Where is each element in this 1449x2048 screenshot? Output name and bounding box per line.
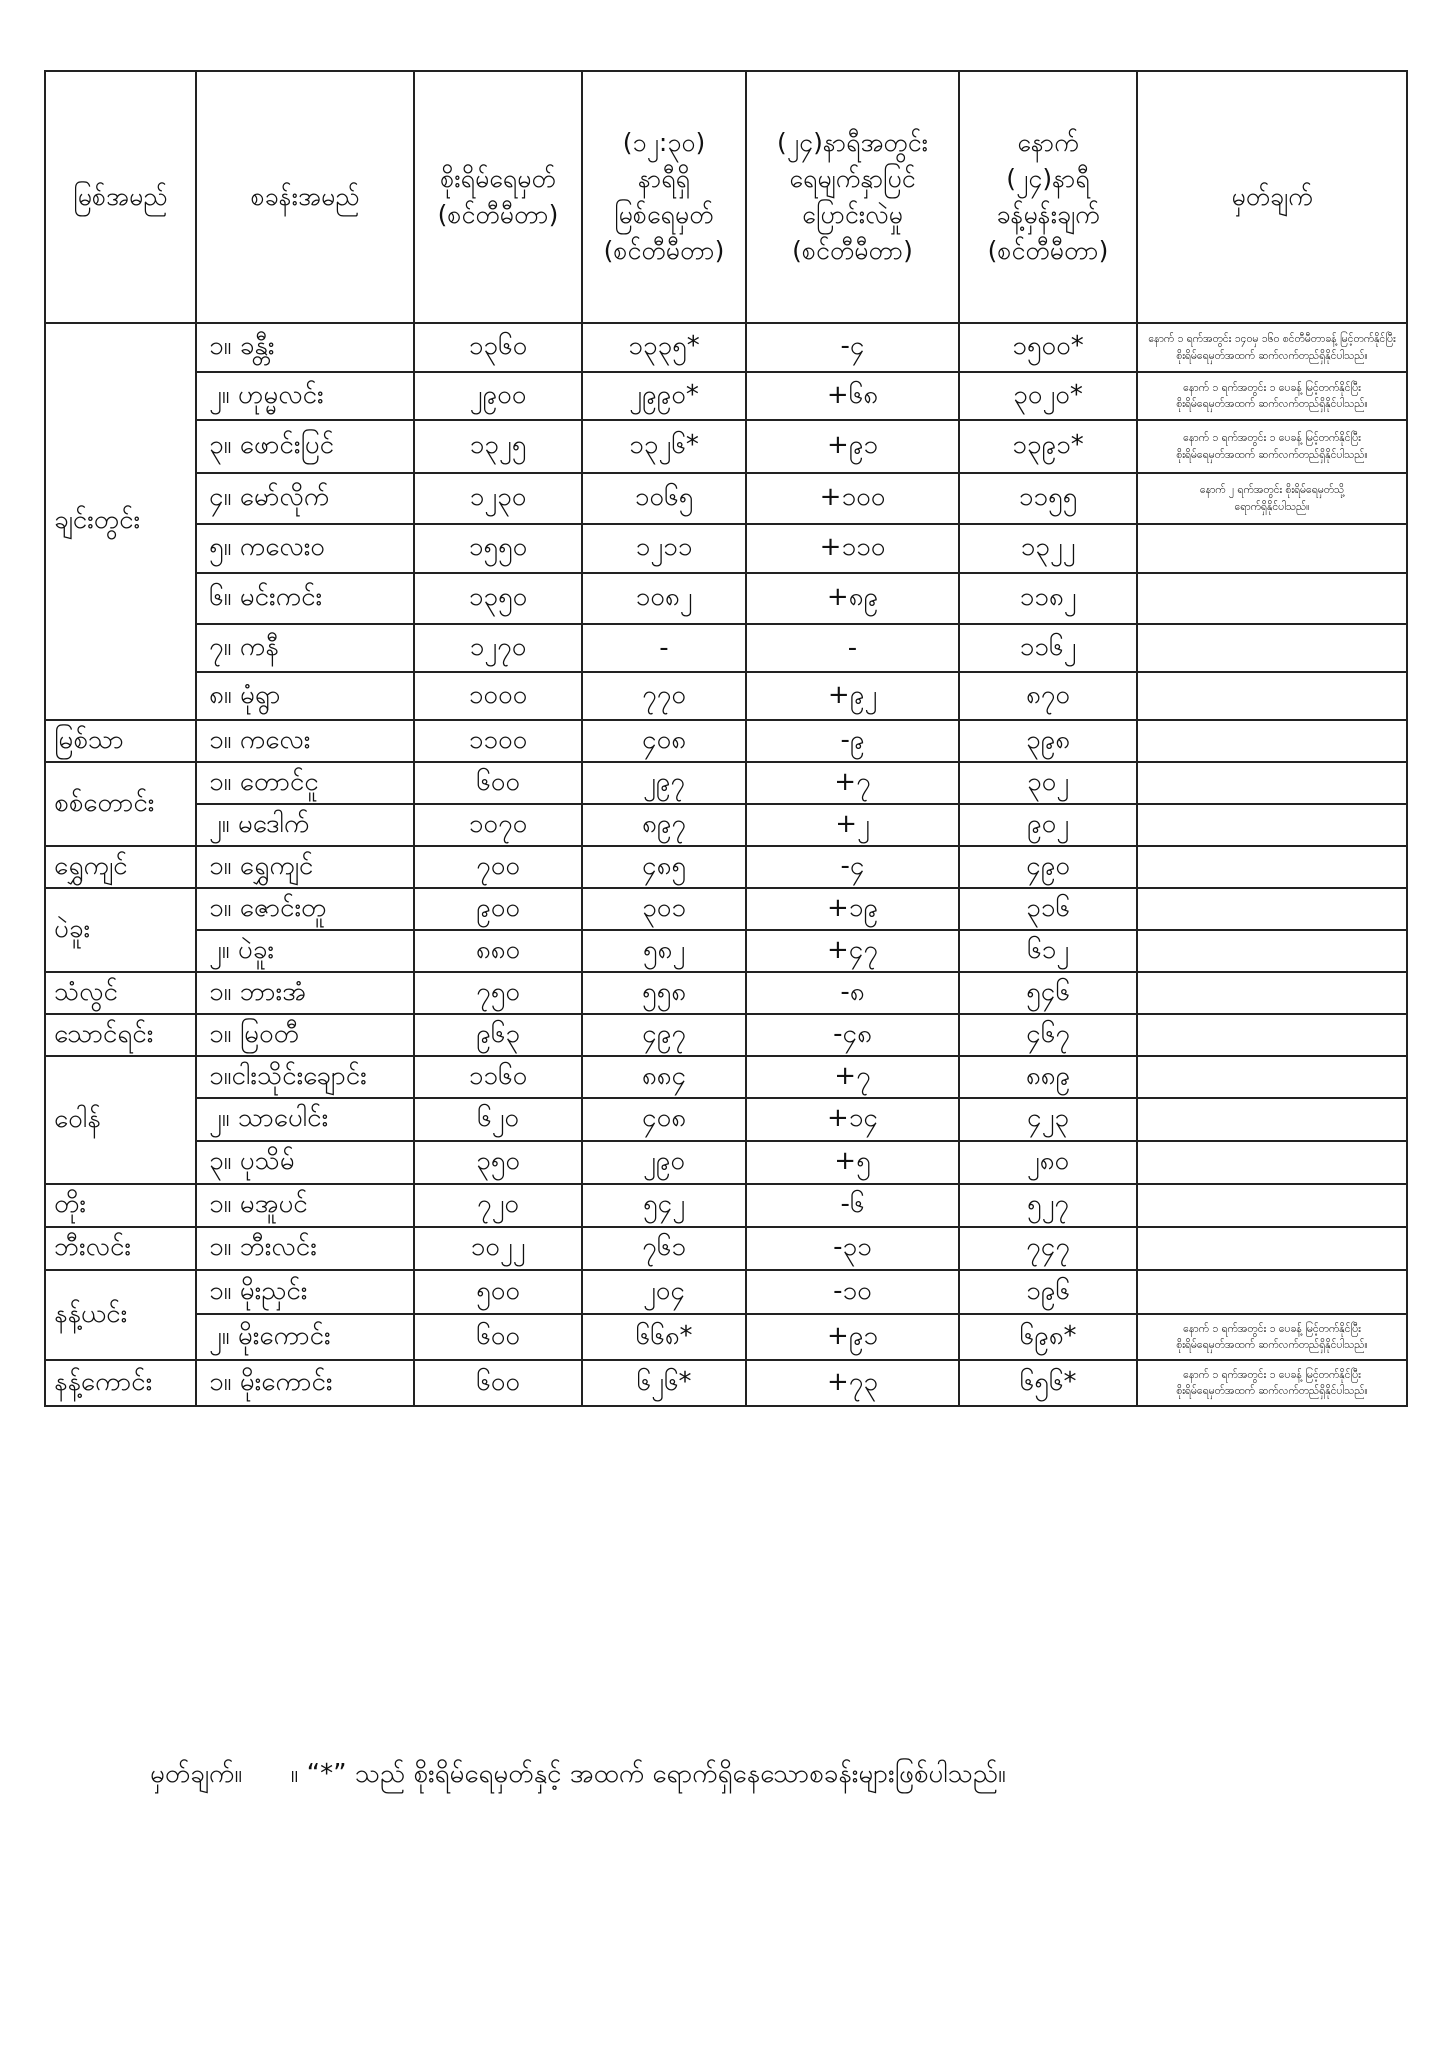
station-name-cell: ၈။ မုံရွာ [196,672,414,720]
danger-level-cell: ၇၅၀ [414,972,582,1014]
station-name-cell: ၁။ မိုးကောင်း [196,1360,414,1406]
danger-level-cell: ၁၂၇၀ [414,624,582,672]
danger-level-cell: ၅၀၀ [414,1270,582,1314]
danger-level-cell: ၁၁၆၀ [414,1056,582,1098]
current-level-cell: ၁၀၆၅ [582,473,746,524]
forecast-cell: ၁၁၈၂ [959,573,1137,624]
river-name-cell: နန့်ယင်း [45,1270,196,1360]
forecast-cell: ၄၉၀ [959,846,1137,888]
current-level-cell: ၂၉၉၀* [582,372,746,420]
danger-level-cell: ၁၃၆၀ [414,323,582,372]
footnote-text: ။ “*” သည် စိုးရိမ်ရေမှတ်နှင့် အထက် ရောက်ရှိနေသောစခန်းများဖြစ်ပါသည်။ [290,1759,1006,1789]
current-level-cell: ၈၉၇ [582,804,746,846]
current-level-cell: ၂၀၄ [582,1270,746,1314]
remark-line: ရောက်ရှိနိုင်ပါသည်။ [1234,500,1310,513]
danger-level-cell: ၆၀၀ [414,1314,582,1360]
header-24h-forecast [959,71,1137,323]
header-station [196,71,414,323]
river-name-cell: ဘီးလင်း [45,1227,196,1270]
table-row [45,672,1407,720]
header-24h-change [746,71,959,323]
danger-level-cell: ၆၂၀ [414,1098,582,1141]
table-row [45,1056,1407,1098]
current-level-cell: ၂၉၇ [582,762,746,804]
danger-level-cell: ၆၀၀ [414,762,582,804]
header-line: ပြောင်းလဲမှု [802,200,903,229]
table-row [45,804,1407,846]
station-name-cell: ၄။ မော်လိုက် [196,473,414,524]
station-name-cell: ၂။ ဟုမ္မလင်း [196,372,414,420]
change-cell: +၁၁၀ [746,524,959,573]
change-cell: -၃၁ [746,1227,959,1270]
remarks-cell [1137,323,1407,372]
forecast-cell: ၄၆၇ [959,1014,1137,1056]
change-cell: +၅ [746,1141,959,1184]
table-row [45,762,1407,804]
river-name-cell: တိုး [45,1184,196,1227]
remarks-cell [1137,1184,1407,1227]
river-level-table [44,70,1408,1407]
remarks-cell [1137,473,1407,524]
remarks-cell [1137,804,1407,846]
current-level-cell: ၇၇၀ [582,672,746,720]
change-cell: +၇ [746,762,959,804]
table-row [45,1141,1407,1184]
current-level-cell: - [582,624,746,672]
remark-line: နောက် ၁ ရက်အတွင်း ၁ ပေခန့် မြင့်တက်နိုင်ပြီး [1183,432,1361,445]
station-name-cell: ၁။ ခန္တီး [196,323,414,372]
forecast-cell: ၃၉၈ [959,720,1137,762]
current-level-cell: ၃၀၁ [582,888,746,930]
danger-level-cell: ၁၅၅၀ [414,524,582,573]
remarks-cell [1137,720,1407,762]
forecast-cell: ၃၀၂၀* [959,372,1137,420]
change-cell: +၇၃ [746,1360,959,1406]
remarks-cell [1137,1314,1407,1360]
river-name-cell: ဝေါန် [45,1056,196,1184]
change-cell: +၁၄ [746,1098,959,1141]
danger-level-cell: ၁၀၂၂ [414,1227,582,1270]
current-level-cell: ၄၀၈ [582,720,746,762]
table-row [45,624,1407,672]
forecast-cell: ၁၉၆ [959,1270,1137,1314]
current-level-cell: ၆၆၈* [582,1314,746,1360]
station-name-cell: ၁။ ရွှေကျင် [196,846,414,888]
remark-line: နောက် ၁ ရက်အတွင်း ၁ ပေခန့် မြင့်တက်နိုင်ပြီး [1183,1368,1361,1381]
danger-level-cell: ၁၃၅၀ [414,573,582,624]
forecast-cell: ၁၁၅၅ [959,473,1137,524]
current-level-cell: ၂၉၀ [582,1141,746,1184]
header-line: (၁၂:၃၀) [622,127,706,157]
table-row [45,846,1407,888]
header-line: မြစ်အမည် [73,181,168,211]
change-cell: +၉၁ [746,1314,959,1360]
header-line: နာရီရှိ [638,163,690,193]
river-name-cell: သောင်ရင်း [45,1014,196,1056]
table-body [45,323,1407,1406]
river-name-cell: ချင်းတွင်း [45,323,196,720]
header-line: စိုးရိမ်ရေမှတ် [440,163,556,193]
header-line: ရေမျက်နှာပြင် [789,163,916,193]
forecast-cell: ၇၄၇ [959,1227,1137,1270]
forecast-cell: ၈၈၉ [959,1056,1137,1098]
current-level-cell: ၄၉၇ [582,1014,746,1056]
remark-line: နောက် ၂ ရက်အတွင်း စိုးရိမ်ရေမှတ်သို့ [1199,484,1345,497]
river-name-cell: ရွှေကျင် [45,846,196,888]
table-row [45,372,1407,420]
forecast-cell: ၁၃၉၁* [959,420,1137,473]
station-name-cell: ၁။ ဇောင်းတူ [196,888,414,930]
change-cell: -၄ [746,323,959,372]
current-level-cell: ၄၈၅ [582,846,746,888]
header-line: (စင်တီမီတာ) [603,236,725,266]
remark-line: စိုးရိမ်ရေမှတ်အထက် ဆက်လက်တည်ရှိနိုင်ပါသည်။ [1176,398,1368,410]
forecast-cell: ၁၁၆၂ [959,624,1137,672]
station-name-cell: ၁။ ကလေး [196,720,414,762]
forecast-cell: ၅၂၇ [959,1184,1137,1227]
header-line: နောက် [1017,127,1079,157]
remarks-cell [1137,372,1407,420]
station-name-cell: ၁။ မြဝတီ [196,1014,414,1056]
table-row [45,930,1407,972]
remarks-cell [1137,1270,1407,1314]
current-level-cell: ၅၈၂ [582,930,746,972]
change-cell: -၄၈ [746,1014,959,1056]
current-level-cell: ၇၆၁ [582,1227,746,1270]
forecast-cell: ၁၅၀၀* [959,323,1137,372]
forecast-cell: ၉၀၂ [959,804,1137,846]
forecast-cell: ၈၇၀ [959,672,1137,720]
header-line: (စင်တီမီတာ) [792,236,913,266]
header-river [45,71,196,323]
remarks-cell [1137,1360,1407,1406]
station-name-cell: ၃။ ပုသိမ် [196,1141,414,1184]
remark-line: နောက် ၁ ရက်အတွင်း ၁ ပေခန့် မြင့်တက်နိုင်ပြီး [1183,1322,1361,1335]
station-name-cell: ၁။ တောင်ငူ [196,762,414,804]
forecast-cell: ၂၈၀ [959,1141,1137,1184]
remarks-cell [1137,524,1407,573]
remark-line: နောက် ၁ ရက်အတွင်း ၁ ပေခန့် မြင့်တက်နိုင်ပြီး [1183,381,1361,394]
current-level-cell: ၅၄၂ [582,1184,746,1227]
table-row [45,573,1407,624]
table-row [45,972,1407,1014]
current-level-cell: ၁၃၂၆* [582,420,746,473]
header-line: (စင်တီမီတာ) [437,200,559,229]
remarks-cell [1137,420,1407,473]
danger-level-cell: ၁၀၇၀ [414,804,582,846]
river-name-cell: စစ်တောင်း [45,762,196,846]
danger-level-cell: ၉၀၀ [414,888,582,930]
danger-level-cell: ၁၂၃၀ [414,473,582,524]
remarks-cell [1137,1098,1407,1141]
change-cell: +၇ [746,1056,959,1098]
station-name-cell: ၂။ သာပေါင်း [196,1098,414,1141]
remarks-cell [1137,624,1407,672]
current-level-cell: ၁၂၁၁ [582,524,746,573]
station-name-cell: ၁။ငါးသိုင်းချောင်း [196,1056,414,1098]
river-name-cell: မြစ်သာ [45,720,196,762]
forecast-cell: ၆၁၂ [959,930,1137,972]
header-line: မြစ်ရေမှတ် [614,200,714,229]
change-cell: -၁၀ [746,1270,959,1314]
change-cell: +၁၉ [746,888,959,930]
table-row [45,1270,1407,1314]
change-cell: +၂ [746,804,959,846]
table-row [45,1314,1407,1360]
header-current-level [582,71,746,323]
change-cell: +၄၇ [746,930,959,972]
remarks-cell [1137,762,1407,804]
remarks-cell [1137,1227,1407,1270]
station-name-cell: ၁။ မအူပင် [196,1184,414,1227]
current-level-cell: ၄၀၈ [582,1098,746,1141]
remarks-cell [1137,1141,1407,1184]
forecast-cell: ၅၄၆ [959,972,1137,1014]
footnote-label: မှတ်ချက်။ [150,1759,243,1789]
station-name-cell: ၂။ ပဲခူး [196,930,414,972]
danger-level-cell: ၈၈၀ [414,930,582,972]
river-name-cell: သံလွင် [45,972,196,1014]
header-line: (၂၄)နာရီအတွင်း [777,127,928,157]
header-line: မှတ်ချက် [1231,181,1313,211]
remark-line: စိုးရိမ်ရေမှတ်အထက် ဆက်လက်တည်ရှိနိုင်ပါသည်။ [1176,1385,1368,1397]
station-name-cell: ၁။ ဘားအံ [196,972,414,1014]
remarks-cell [1137,573,1407,624]
table-row [45,888,1407,930]
station-name-cell: ၂။ မိုးကောင်း [196,1314,414,1360]
forecast-cell: ၄၂၃ [959,1098,1137,1141]
danger-level-cell: ၇၂၀ [414,1184,582,1227]
danger-level-cell: ၇၀၀ [414,846,582,888]
change-cell: -၉ [746,720,959,762]
current-level-cell: ၆၂၆* [582,1360,746,1406]
station-name-cell: ၆။ မင်းကင်း [196,573,414,624]
change-cell: +၉၁ [746,420,959,473]
change-cell: +၁၀၀ [746,473,959,524]
table-row [45,1360,1407,1406]
river-name-cell: ပဲခူး [45,888,196,972]
river-name-cell: နန့်ကောင်း [45,1360,196,1406]
current-level-cell: ၁၀၈၂ [582,573,746,624]
header-danger-level [414,71,582,323]
forecast-cell: ၃၀၂ [959,762,1137,804]
table-row [45,420,1407,473]
remarks-cell [1137,888,1407,930]
danger-level-cell: ၁၃၂၅ [414,420,582,473]
danger-level-cell: ၃၅၀ [414,1141,582,1184]
table-row [45,473,1407,524]
danger-level-cell: ၂၉၀၀ [414,372,582,420]
remark-line: စိုးရိမ်ရေမှတ်အထက် ဆက်လက်တည်ရှိနိုင်ပါသည်။ [1176,1339,1368,1351]
remarks-cell [1137,1014,1407,1056]
danger-level-cell: ၁၀၀၀ [414,672,582,720]
forecast-cell: ၁၃၂၂ [959,524,1137,573]
station-name-cell: ၇။ ကနီ [196,624,414,672]
station-name-cell: ၁။ မိုးညှင်း [196,1270,414,1314]
station-name-cell: ၁။ ဘီးလင်း [196,1227,414,1270]
change-cell: +၆၈ [746,372,959,420]
header-line: ခန့်မှန်းချက် [996,200,1100,229]
current-level-cell: ၁၃၃၅* [582,323,746,372]
danger-level-cell: ၆၀၀ [414,1360,582,1406]
remarks-cell [1137,1056,1407,1098]
current-level-cell: ၅၅၈ [582,972,746,1014]
change-cell: -၄ [746,846,959,888]
change-cell: +၉၂ [746,672,959,720]
remark-line: စိုးရိမ်ရေမှတ်အထက် ဆက်လက်တည်ရှိနိုင်ပါသည်။ [1176,448,1368,461]
current-level-cell: ၈၈၄ [582,1056,746,1098]
forecast-cell: ၆၉၈* [959,1314,1137,1360]
remarks-cell [1137,972,1407,1014]
header-line: (စင်တီမီတာ) [987,236,1109,266]
change-cell: -၈ [746,972,959,1014]
danger-level-cell: ၉၆၃ [414,1014,582,1056]
station-name-cell: ၅။ ကလေးဝ [196,524,414,573]
station-name-cell: ၃။ ဖောင်းပြင် [196,420,414,473]
table-row [45,1098,1407,1141]
remarks-cell [1137,846,1407,888]
forecast-cell: ၃၁၆ [959,888,1137,930]
header-line: စခန်းအမည် [250,181,360,211]
table-row [45,323,1407,372]
station-name-cell: ၂။ မဒေါက် [196,804,414,846]
remarks-cell [1137,930,1407,972]
forecast-cell: ၆၅၆* [959,1360,1137,1406]
table-row [45,524,1407,573]
footnote [150,1756,1046,1795]
table-row [45,720,1407,762]
table-row [45,1184,1407,1227]
change-cell: -၆ [746,1184,959,1227]
remark-line: နောက် ၁ ရက်အတွင်း ၁၄၀မှ ၁၆၀ စင်တီမီတာခန့် မြင့်တက်နိုင်ပြီး [1148,333,1396,346]
header-row [45,71,1407,323]
table-row [45,1014,1407,1056]
remarks-cell [1137,672,1407,720]
danger-level-cell: ၁၁၀၀ [414,720,582,762]
header-remarks [1137,71,1407,323]
change-cell: - [746,624,959,672]
header-line: (၂၄)နာရီ [1006,163,1090,193]
change-cell: +၈၉ [746,573,959,624]
table-row [45,1227,1407,1270]
remark-line: စိုးရိမ်ရေမှတ်အထက် ဆက်လက်တည်ရှိနိုင်ပါသည်။ [1176,349,1368,362]
